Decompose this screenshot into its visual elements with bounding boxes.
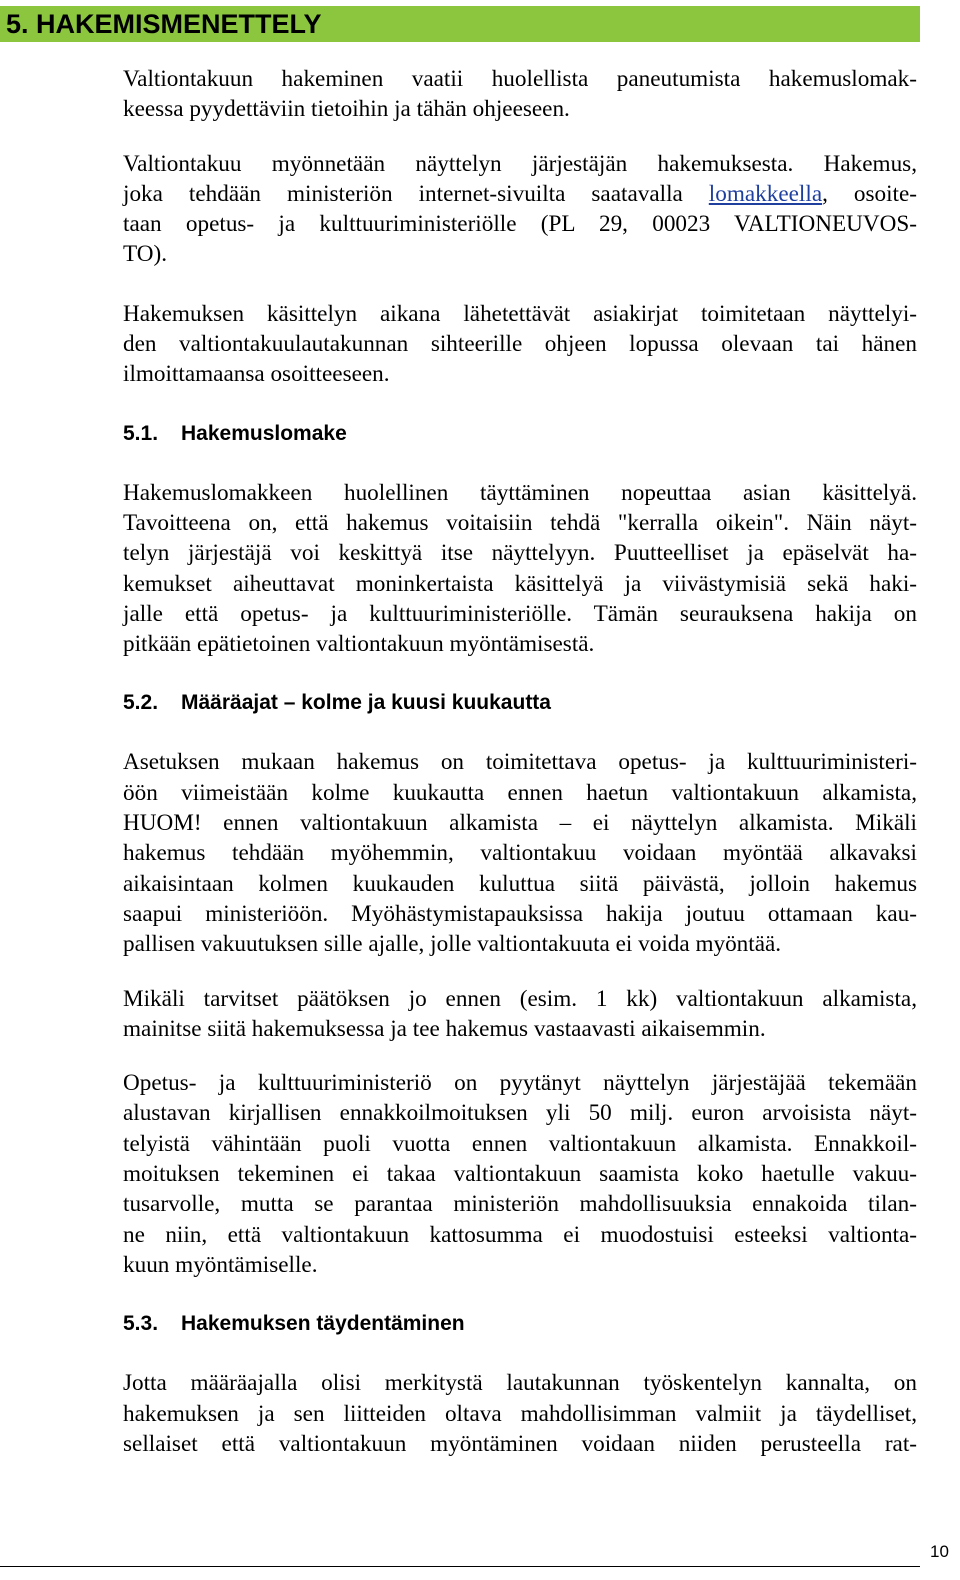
paragraph-application: [123, 149, 917, 270]
text-line: tusarvolle, mutta se parantaa ministeriön mahdollisuuksia ennakoida tilan-: [123, 1191, 917, 1218]
text-line: telyn järjestäjä voi keskittyä itse näyttelyyn. Puutteelliset ja epäselvät ha-: [123, 540, 917, 567]
text-line: taan opetus- ja kulttuuriministeriölle (PL 29, 00023 VALTIONEUVOS-: [123, 211, 917, 238]
text-line: Hakemuslomakkeen huolellinen täyttäminen nopeuttaa asian käsittelyä.: [123, 479, 917, 506]
text-line: den valtiontakuulautakunnan sihteerille ohjeen lopussa olevaan tai hänen: [123, 331, 917, 358]
text-line: kuun myöntämiselle.: [123, 1251, 318, 1278]
text-line: Valtiontakuun hakeminen vaatii huolellista paneutumista hakemuslomak-: [123, 66, 917, 92]
subheading-5-2: [123, 688, 917, 718]
subheading-5-3: [123, 1309, 917, 1339]
text-line: alustavan kirjallisen ennakkoilmoituksen yli 50 milj. euron arvoisista näyt-: [123, 1100, 917, 1127]
text-line: ilmoittamaansa osoitteeseen.: [123, 361, 390, 388]
text-line: ne niin, että valtiontakuun kattosumma ei muodostuisi esteeksi valtionta-: [123, 1221, 917, 1248]
text-line: hakemus tehdään myöhemmin, valtiontakuu voidaan myöntää alkavaksi: [123, 840, 917, 867]
text-line: Valtiontakuu myönnetään näyttelyn järjestäjän hakemuksesta. Hakemus,: [123, 150, 917, 177]
text-line: pallisen vakuutuksen sille ajalle, jolle valtiontakuuta ei voida myöntää.: [123, 931, 782, 958]
section-header-bar: [0, 6, 920, 42]
text-fragment: , osoite-: [822, 180, 918, 207]
paragraph-form: [123, 478, 917, 660]
text-line: Mikäli tarvitset päätöksen jo ennen (esim. 1 kk) valtiontakuun alkamista,: [123, 985, 917, 1012]
subheading-number: 5.3.: [123, 1312, 159, 1336]
text-line: öön viimeistään kolme kuukautta ennen haetun valtiontakuun alkamista,: [123, 779, 917, 806]
text-line: mainitse siitä hakemuksessa ja tee hakemus vastaavasti aikaisemmin.: [123, 1015, 766, 1042]
page-number: 10: [930, 1542, 949, 1561]
text-line: Hakemuksen käsittelyn aikana lähetettävät asiakirjat toimitetaan näyttelyi-: [123, 300, 917, 327]
subheading-number: 5.2.: [123, 691, 159, 715]
text-line: Opetus- ja kulttuuriministeriö on pyytänyt näyttelyn järjestäjää tekemään: [123, 1070, 917, 1097]
subheading-title: Määräajat – kolme ja kuusi kuukautta: [181, 691, 551, 715]
paragraph-early-decision: [123, 984, 917, 1045]
paragraph-intro: [123, 64, 917, 125]
text-line: moituksen tekeminen ei takaa valtiontakuun saamista koko haetulle vakuu-: [123, 1161, 917, 1188]
text-line: kemukset aiheuttavat moninkertaista käsittelyä ja viivästymisiä sekä haki-: [123, 570, 917, 597]
text-line: [123, 179, 917, 209]
footer-rule: [0, 1566, 920, 1567]
text-line: saapui ministeriöön. Myöhästymistapauksissa hakija joutuu ottamaan kau-: [123, 900, 917, 927]
text-line: pitkään epätietoinen valtiontakuun myöntämisestä.: [123, 631, 595, 658]
subheading-number: 5.1.: [123, 421, 159, 445]
text-line: jalle että opetus- ja kulttuuriministeriölle. Tämän seurauksena hakija on: [123, 600, 917, 627]
text-line: telyistä vähintään puoli vuotta ennen valtiontakuun alkamista. Ennakkoil-: [123, 1130, 917, 1157]
paragraph-supplement: [123, 1368, 917, 1459]
section-title: 5. HAKEMISMENETTELY: [6, 9, 322, 39]
form-link[interactable]: lomakkeella: [708, 180, 823, 207]
text-fragment: joka tehdään ministeriön internet-sivuilta saatavalla: [123, 180, 709, 207]
text-line: sellaiset että valtiontakuun myöntäminen voidaan niiden perusteella rat-: [123, 1430, 917, 1457]
paragraph-advance-notice: [123, 1068, 917, 1280]
text-line: keessa pyydettäviin tietoihin ja tähän ohjeeseen.: [123, 96, 570, 123]
paragraph-documents: [123, 299, 917, 390]
text-line: aikaisintaan kolmen kuukauden kuluttua siitä päivästä, jolloin hakemus: [123, 870, 917, 897]
document-body: [123, 64, 917, 1459]
subheading-title: Hakemuksen täydentäminen: [181, 1312, 465, 1336]
text-line: TO).: [123, 241, 168, 268]
subheading-5-1: [123, 419, 917, 449]
text-line: HUOM! ennen valtiontakuun alkamista – ei näyttelyn alkamista. Mikäli: [123, 810, 917, 837]
text-line: Tavoitteena on, että hakemus voitaisiin tehdä "kerralla oikein". Näin näyt-: [123, 509, 917, 536]
text-line: Asetuksen mukaan hakemus on toimitettava opetus- ja kulttuuriministeri-: [123, 749, 917, 776]
subheading-title: Hakemuslomake: [181, 421, 347, 445]
text-line: hakemuksen ja sen liitteiden oltava mahdollisimman valmiit ja täydelliset,: [123, 1400, 917, 1427]
text-line: Jotta määräajalla olisi merkitystä lautakunnan työskentelyn kannalta, on: [123, 1370, 917, 1397]
paragraph-deadlines: [123, 747, 917, 959]
